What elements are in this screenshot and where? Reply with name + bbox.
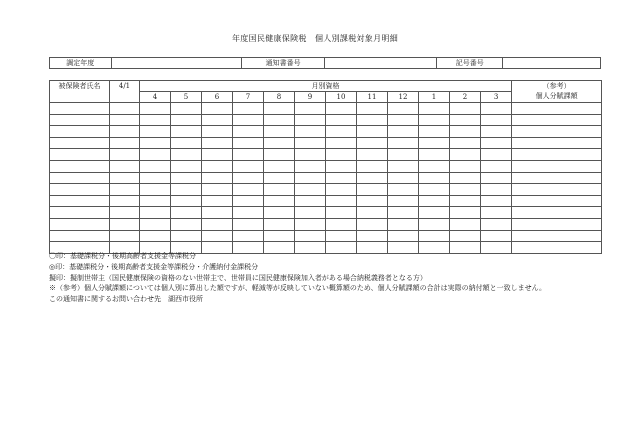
- month-cell: [202, 195, 233, 207]
- april-first-cell: [110, 230, 140, 242]
- month-cell: [357, 137, 388, 149]
- symbol-number-value: [503, 58, 601, 69]
- month-cell: [388, 149, 419, 161]
- month-cell: [357, 218, 388, 230]
- month-cell: [202, 126, 233, 138]
- month-cell: [264, 207, 295, 219]
- month-cell: [388, 195, 419, 207]
- month-cell: [481, 218, 512, 230]
- month-cell: [233, 230, 264, 242]
- month-cell: [171, 230, 202, 242]
- month-cell: [233, 114, 264, 126]
- note-double-circle: ◎印：基礎課税分・後期高齢者支援金等課税分・介護納付金課税分: [49, 262, 259, 271]
- month-cell: [357, 184, 388, 196]
- month-cell: [264, 137, 295, 149]
- april-first-cell: [110, 172, 140, 184]
- month-cell: [326, 126, 357, 138]
- month-cell: [388, 126, 419, 138]
- note-reference: ※（参考）個人分賦課額については個人別に算出した額ですが、軽減等が反映していない概算額のため、個人分賦課額の合計は実際の納付額と一致しません。: [49, 284, 546, 293]
- month-cell: [326, 137, 357, 149]
- month-cell: [450, 126, 481, 138]
- month-cell: [295, 207, 326, 219]
- table-row: [50, 218, 602, 230]
- reference-header: （参考）: [512, 81, 602, 92]
- month-cell: [450, 230, 481, 242]
- month-cell: [264, 126, 295, 138]
- month-cell: [140, 103, 171, 115]
- insured-name-header: 被保険者氏名: [50, 81, 110, 103]
- month-header: 5: [171, 92, 202, 103]
- month-header: 12: [388, 92, 419, 103]
- month-cell: [264, 230, 295, 242]
- month-cell: [295, 230, 326, 242]
- month-cell: [326, 230, 357, 242]
- month-cell: [264, 218, 295, 230]
- name-cell: [50, 207, 110, 219]
- note-deemed-head: 擬印：擬制世帯主（国民健康保険の資格のない世帯主で、世帯員に国民健康保険加入者がある場合納税義務者となる方）: [49, 273, 427, 282]
- month-cell: [357, 126, 388, 138]
- assessment-cell: [512, 172, 602, 184]
- month-cell: [388, 137, 419, 149]
- assessment-cell: [512, 230, 602, 242]
- month-cell: [140, 126, 171, 138]
- month-cell: [202, 218, 233, 230]
- header-info-table: [49, 57, 601, 69]
- month-cell: [295, 114, 326, 126]
- month-cell: [202, 160, 233, 172]
- month-cell: [295, 149, 326, 161]
- month-cell: [171, 184, 202, 196]
- month-cell: [233, 195, 264, 207]
- month-cell: [357, 172, 388, 184]
- month-cell: [140, 160, 171, 172]
- month-cell: [388, 207, 419, 219]
- month-cell: [295, 103, 326, 115]
- month-header: 3: [481, 92, 512, 103]
- month-cell: [171, 137, 202, 149]
- month-cell: [481, 137, 512, 149]
- month-cell: [171, 103, 202, 115]
- name-cell: [50, 160, 110, 172]
- month-cell: [450, 207, 481, 219]
- month-cell: [326, 207, 357, 219]
- notice-number-label: 通知書番号: [241, 58, 325, 69]
- month-cell: [419, 195, 450, 207]
- month-cell: [295, 160, 326, 172]
- month-header: 6: [202, 92, 233, 103]
- month-header: 2: [450, 92, 481, 103]
- month-cell: [357, 195, 388, 207]
- page-title: 年度国民健康保険税 個人別課税対象月明細: [232, 34, 398, 43]
- name-cell: [50, 103, 110, 115]
- name-cell: [50, 114, 110, 126]
- month-cell: [171, 149, 202, 161]
- month-cell: [357, 114, 388, 126]
- fiscal-year-value: [111, 58, 241, 69]
- table-row: [50, 184, 602, 196]
- month-cell: [264, 114, 295, 126]
- month-cell: [388, 172, 419, 184]
- month-cell: [264, 149, 295, 161]
- month-cell: [171, 114, 202, 126]
- month-cell: [202, 184, 233, 196]
- month-cell: [233, 126, 264, 138]
- april-first-cell: [110, 207, 140, 219]
- table-row: [50, 114, 602, 126]
- month-cell: [295, 172, 326, 184]
- month-cell: [171, 160, 202, 172]
- month-cell: [264, 160, 295, 172]
- month-cell: [419, 218, 450, 230]
- month-cell: [233, 103, 264, 115]
- month-cell: [295, 137, 326, 149]
- month-cell: [357, 230, 388, 242]
- month-cell: [140, 218, 171, 230]
- month-cell: [171, 207, 202, 219]
- month-cell: [481, 103, 512, 115]
- month-cell: [450, 160, 481, 172]
- month-cell: [326, 218, 357, 230]
- month-cell: [450, 172, 481, 184]
- month-cell: [450, 103, 481, 115]
- name-cell: [50, 195, 110, 207]
- month-cell: [388, 218, 419, 230]
- month-cell: [419, 172, 450, 184]
- month-cell: [233, 149, 264, 161]
- table-row: [50, 207, 602, 219]
- month-header: 9: [295, 92, 326, 103]
- month-cell: [450, 195, 481, 207]
- assessment-cell: [512, 184, 602, 196]
- month-cell: [202, 207, 233, 219]
- month-cell: [388, 103, 419, 115]
- month-cell: [326, 172, 357, 184]
- month-cell: [140, 184, 171, 196]
- table-row: [50, 172, 602, 184]
- month-cell: [264, 184, 295, 196]
- month-cell: [419, 114, 450, 126]
- month-cell: [388, 114, 419, 126]
- month-cell: [140, 172, 171, 184]
- month-cell: [481, 160, 512, 172]
- month-cell: [419, 184, 450, 196]
- month-cell: [419, 126, 450, 138]
- april-first-cell: [110, 149, 140, 161]
- month-header: 1: [419, 92, 450, 103]
- month-cell: [295, 126, 326, 138]
- month-cell: [326, 103, 357, 115]
- month-cell: [233, 172, 264, 184]
- month-header: 11: [357, 92, 388, 103]
- month-cell: [233, 160, 264, 172]
- month-cell: [233, 207, 264, 219]
- month-cell: [264, 172, 295, 184]
- month-cell: [202, 149, 233, 161]
- month-cell: [233, 218, 264, 230]
- assessment-cell: [512, 160, 602, 172]
- month-cell: [202, 114, 233, 126]
- month-cell: [233, 184, 264, 196]
- month-cell: [357, 103, 388, 115]
- month-cell: [140, 114, 171, 126]
- month-header: 4: [140, 92, 171, 103]
- month-cell: [450, 114, 481, 126]
- name-cell: [50, 126, 110, 138]
- month-cell: [450, 184, 481, 196]
- assessment-cell: [512, 149, 602, 161]
- month-cell: [388, 230, 419, 242]
- table-row: [50, 195, 602, 207]
- month-cell: [233, 137, 264, 149]
- name-cell: [50, 184, 110, 196]
- assessment-cell: [512, 218, 602, 230]
- april-first-cell: [110, 184, 140, 196]
- month-cell: [171, 195, 202, 207]
- month-cell: [481, 114, 512, 126]
- month-cell: [140, 207, 171, 219]
- table-row: [50, 126, 602, 138]
- april-first-cell: [110, 126, 140, 138]
- month-cell: [326, 160, 357, 172]
- month-header: 8: [264, 92, 295, 103]
- assessment-cell: [512, 195, 602, 207]
- month-cell: [202, 172, 233, 184]
- april-first-cell: [110, 114, 140, 126]
- month-cell: [388, 184, 419, 196]
- name-cell: [50, 137, 110, 149]
- month-header: 10: [326, 92, 357, 103]
- month-cell: [450, 149, 481, 161]
- april-first-header: 4/1: [110, 81, 140, 103]
- april-first-cell: [110, 137, 140, 149]
- april-first-cell: [110, 195, 140, 207]
- month-cell: [295, 184, 326, 196]
- month-cell: [295, 195, 326, 207]
- table-row: [50, 230, 602, 242]
- month-cell: [202, 137, 233, 149]
- month-cell: [202, 230, 233, 242]
- name-cell: [50, 172, 110, 184]
- name-cell: [50, 218, 110, 230]
- month-cell: [481, 172, 512, 184]
- month-cell: [450, 137, 481, 149]
- month-cell: [357, 207, 388, 219]
- table-row: [50, 103, 602, 115]
- month-cell: [202, 103, 233, 115]
- assessment-cell: [512, 126, 602, 138]
- month-cell: [140, 230, 171, 242]
- month-cell: [357, 160, 388, 172]
- table-row: [50, 137, 602, 149]
- month-cell: [419, 207, 450, 219]
- fiscal-year-label: 調定年度: [50, 58, 112, 69]
- month-cell: [419, 149, 450, 161]
- month-cell: [140, 137, 171, 149]
- month-cell: [171, 126, 202, 138]
- symbol-number-label: 記号番号: [437, 58, 503, 69]
- month-cell: [481, 207, 512, 219]
- april-first-cell: [110, 218, 140, 230]
- month-cell: [140, 195, 171, 207]
- name-cell: [50, 230, 110, 242]
- month-cell: [419, 137, 450, 149]
- name-cell: [50, 149, 110, 161]
- month-cell: [264, 103, 295, 115]
- april-first-cell: [110, 103, 140, 115]
- table-row: [50, 149, 602, 161]
- month-cell: [326, 184, 357, 196]
- month-cell: [481, 126, 512, 138]
- month-cell: [140, 149, 171, 161]
- month-cell: [481, 149, 512, 161]
- month-cell: [419, 103, 450, 115]
- monthly-qualification-header: 月別資格: [140, 81, 512, 92]
- month-cell: [264, 195, 295, 207]
- month-cell: [419, 160, 450, 172]
- month-cell: [419, 230, 450, 242]
- month-cell: [326, 114, 357, 126]
- assessment-cell: [512, 207, 602, 219]
- assessment-cell: [512, 114, 602, 126]
- note-contact: この通知書に関するお問い合わせ先 湖西市役所: [49, 295, 203, 304]
- month-cell: [326, 195, 357, 207]
- month-cell: [326, 149, 357, 161]
- month-cell: [481, 230, 512, 242]
- month-cell: [481, 184, 512, 196]
- individual-assessment-header: 個人分賦課額: [512, 92, 602, 103]
- assessment-cell: [512, 137, 602, 149]
- month-cell: [295, 218, 326, 230]
- month-cell: [481, 195, 512, 207]
- notice-number-value: [325, 58, 437, 69]
- notes-section: [49, 251, 609, 305]
- monthly-qualification-table: [49, 80, 602, 254]
- assessment-cell: [512, 103, 602, 115]
- table-row: [50, 160, 602, 172]
- month-header: 7: [233, 92, 264, 103]
- month-cell: [450, 218, 481, 230]
- april-first-cell: [110, 160, 140, 172]
- month-cell: [171, 172, 202, 184]
- note-single-circle: 〇印：基礎課税分・後期高齢者支援金等課税分: [49, 252, 196, 260]
- month-cell: [171, 218, 202, 230]
- month-cell: [357, 149, 388, 161]
- month-cell: [388, 160, 419, 172]
